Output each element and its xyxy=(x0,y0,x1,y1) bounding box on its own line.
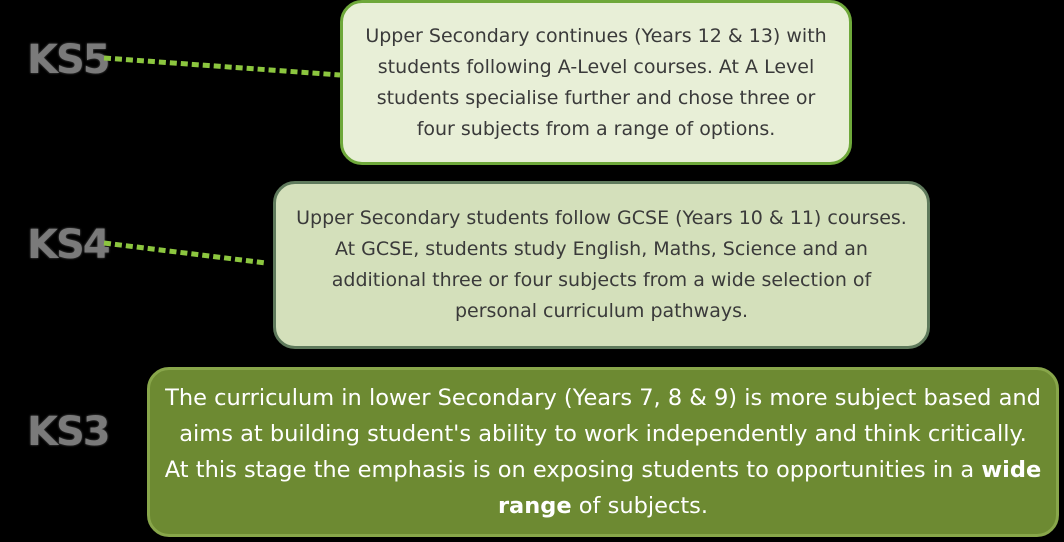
ks3-description-emphasis: wide range xyxy=(497,457,1042,519)
ks3-description-box xyxy=(147,367,1059,537)
ks3-description-start: The curriculum in lower Secondary (Years 7, 8 & 9) is more subject based and aims at building student's ability to work independently and think critically. At this stage the emphasis is on exposing students to opportunities in a xyxy=(164,385,1041,483)
ks5-label: KS5 xyxy=(27,37,109,83)
ks5-description: Upper Secondary continues (Years 12 & 13) with students following A-Level courses. At A Level students specialise further and chose three or four subjects from a range of options. xyxy=(365,24,827,140)
ks4-description-box xyxy=(273,181,930,349)
ks4-connector xyxy=(104,243,266,263)
ks3-label: KS3 xyxy=(27,409,109,455)
ks3-description-end: of subjects. xyxy=(571,493,709,519)
ks3-description xyxy=(164,380,1042,524)
ks5-description-box xyxy=(340,0,852,165)
ks4-label: KS4 xyxy=(27,222,109,268)
ks5-connector xyxy=(104,58,340,75)
ks4-description: Upper Secondary students follow GCSE (Years 10 & 11) courses. At GCSE, students study English, Maths, Science and an additional three or four subjects from a wide selection of personal curriculum pathways. xyxy=(296,207,907,322)
